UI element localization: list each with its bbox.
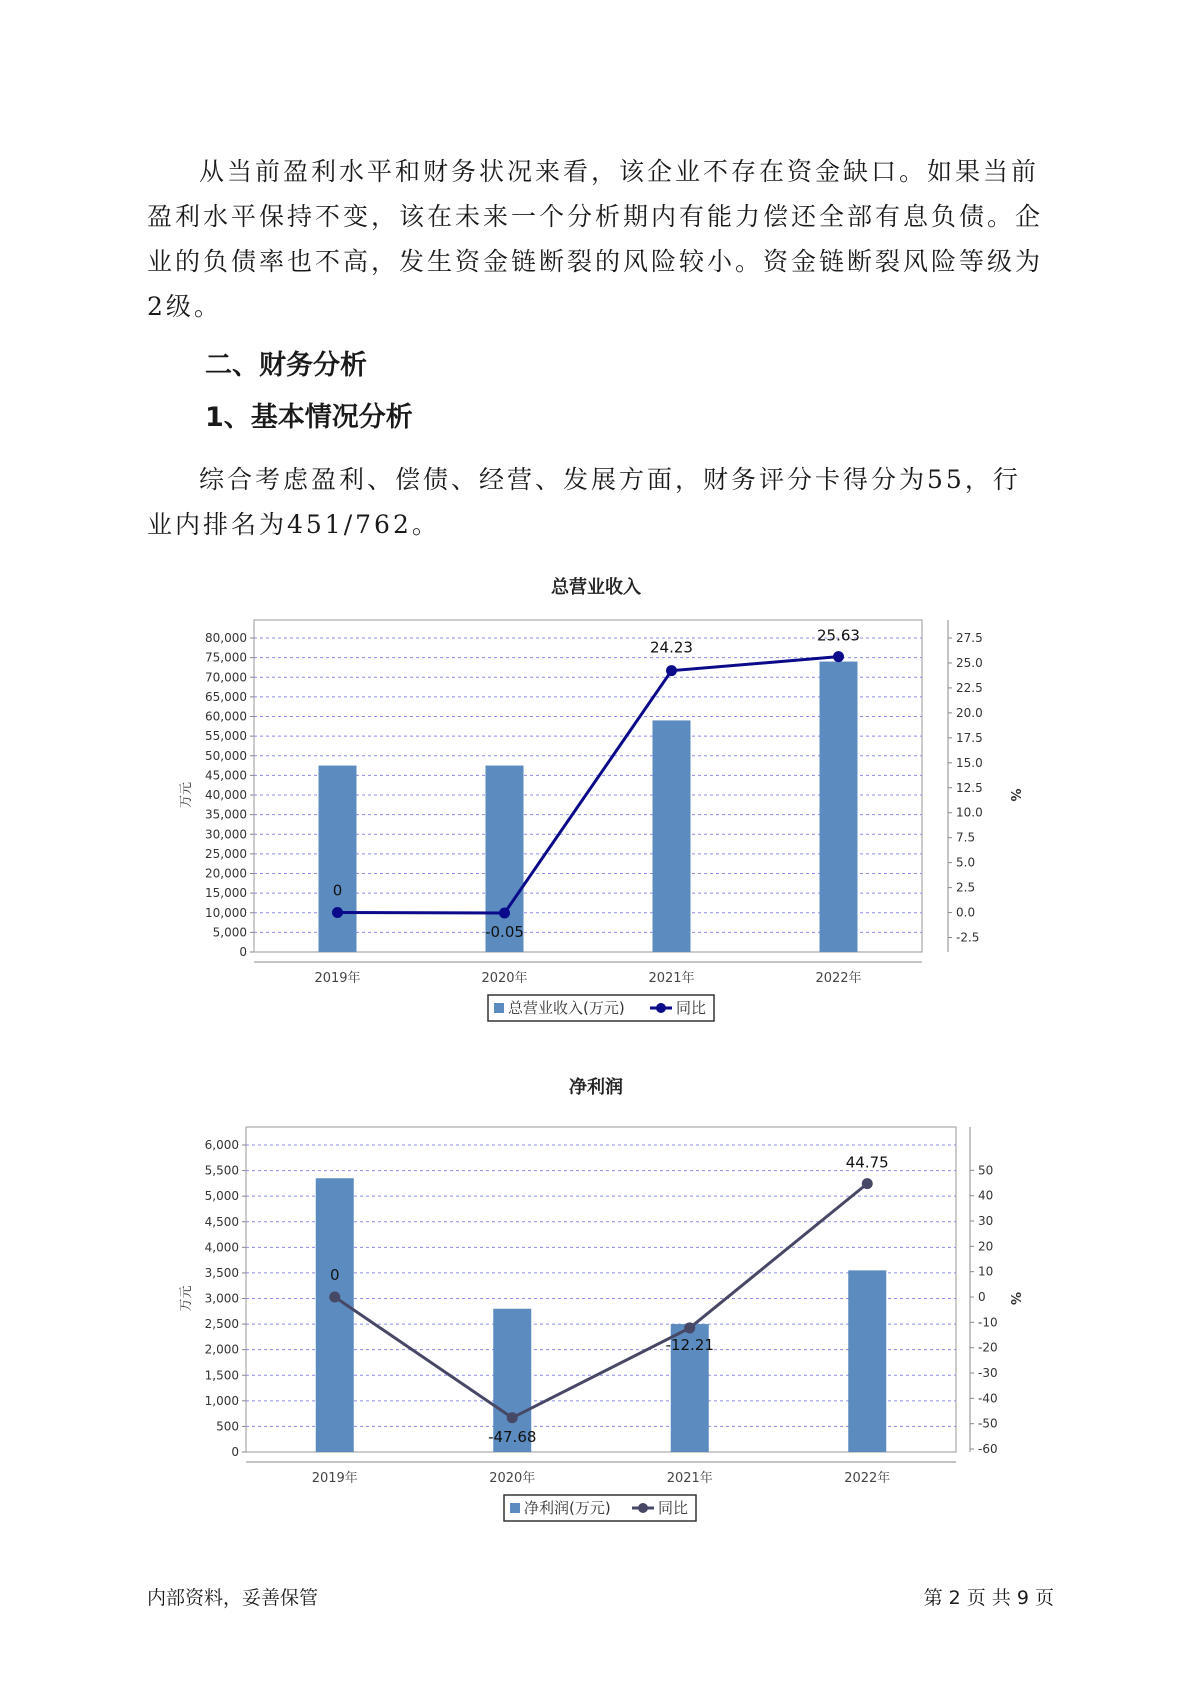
y2-axis-title: % <box>1007 788 1022 802</box>
y2-tick-label: -30 <box>978 1366 998 1380</box>
yoy-point <box>666 665 677 676</box>
bar <box>319 766 357 952</box>
yoy-point <box>329 1292 340 1303</box>
y-tick-label: 40,000 <box>205 788 247 802</box>
y2-tick-label: -40 <box>978 1391 998 1406</box>
bar <box>848 1270 886 1452</box>
subsection-heading: 1、基本情况分析 <box>205 402 413 433</box>
revenue-chart <box>0 570 1191 1030</box>
yoy-point <box>833 651 844 662</box>
y2-tick-label: -60 <box>978 1442 998 1456</box>
intro-text: 从当前盈利水平和财务状况来看，该企业不存在资金缺口。如果当前盈利水平保持不变，该在未来一个分析期内有能力偿还全部有息负债。企业的负债率也不高，发生资金链断裂的风险较小。资金链断裂风险等级为2级。 <box>147 157 1044 321</box>
yoy-data-label: 0 <box>332 881 343 900</box>
legend-line-marker <box>638 1503 648 1513</box>
y-tick-label: 25,000 <box>205 846 247 861</box>
y-tick-label: 4,500 <box>204 1214 239 1229</box>
x-tick-label: 2020年 <box>489 1471 536 1486</box>
bar <box>653 720 691 952</box>
bar <box>316 1178 354 1452</box>
net-profit-chart <box>0 1070 1191 1530</box>
legend-line-label: 同比 <box>658 1499 689 1517</box>
x-tick-label: 2022年 <box>844 1471 891 1486</box>
x-tick-label: 2021年 <box>648 971 695 986</box>
yoy-point <box>332 907 343 918</box>
y-tick-label: 0 <box>239 945 247 959</box>
y2-tick-label: -50 <box>978 1416 998 1431</box>
score-text: 综合考虑盈利、偿债、经营、发展方面，财务评分卡得分为55，行业内排名为451/762。 <box>147 465 1021 539</box>
yoy-data-label: -47.68 <box>488 1427 537 1446</box>
yoy-point <box>499 908 510 919</box>
y2-tick-label: 30 <box>978 1214 994 1228</box>
y-tick-label: 5,500 <box>204 1163 239 1178</box>
y2-tick-label: 2.5 <box>956 880 976 895</box>
legend-line-marker <box>656 1003 666 1013</box>
y2-tick-label: 20 <box>978 1239 994 1254</box>
y-tick-label: 5,000 <box>212 925 247 940</box>
y2-tick-label: 5.0 <box>956 855 976 870</box>
y2-tick-label: -2.5 <box>956 930 980 945</box>
y2-tick-label: 10.0 <box>956 805 983 820</box>
yoy-point <box>507 1412 518 1423</box>
y2-tick-label: 12.5 <box>956 780 983 795</box>
y2-tick-label: 10 <box>978 1264 994 1279</box>
x-tick-label: 2019年 <box>311 1471 358 1486</box>
revenue-chart-plot <box>179 620 1022 1021</box>
y2-axis-title: % <box>1007 1291 1022 1306</box>
y-tick-label: 45,000 <box>205 768 247 783</box>
y2-tick-label: 0 <box>978 1290 986 1304</box>
yoy-point <box>862 1178 873 1189</box>
bar <box>820 662 858 952</box>
x-tick-label: 2022年 <box>815 971 862 986</box>
y-tick-label: 20,000 <box>205 866 247 881</box>
net-profit-chart-title: 净利润 <box>569 1077 623 1098</box>
y-tick-label: 70,000 <box>205 670 247 685</box>
y-tick-label: 65,000 <box>205 689 247 704</box>
y-axis-title: 万元 <box>179 1285 194 1312</box>
section-heading: 二、财务分析 <box>205 350 367 381</box>
y2-tick-label: 40 <box>978 1188 994 1203</box>
yoy-data-label: 0 <box>329 1266 340 1284</box>
legend-bar-swatch <box>494 1003 504 1013</box>
y2-tick-label: -10 <box>978 1315 998 1330</box>
y-axis-title: 万元 <box>179 781 194 809</box>
y2-tick-label: -20 <box>978 1340 998 1355</box>
y-tick-label: 1,500 <box>204 1368 239 1383</box>
legend-line-label: 同比 <box>676 999 707 1017</box>
y-tick-label: 500 <box>216 1419 239 1434</box>
y-tick-label: 35,000 <box>205 807 247 822</box>
yoy-data-label: 44.75 <box>845 1153 889 1172</box>
x-tick-label: 2019年 <box>314 971 361 986</box>
y-tick-label: 10,000 <box>205 905 247 920</box>
x-tick-label: 2020年 <box>481 971 528 986</box>
y2-tick-label: 0.0 <box>956 905 976 920</box>
y-tick-label: 2,000 <box>204 1342 239 1357</box>
y-tick-label: 80,000 <box>205 631 247 645</box>
y2-tick-label: 50 <box>978 1163 994 1178</box>
legend-bar-label: 净利润(万元) <box>524 1499 611 1517</box>
y-tick-label: 5,000 <box>204 1189 239 1204</box>
intro-paragraph <box>147 149 1047 329</box>
yoy-data-label: 24.23 <box>650 638 693 657</box>
y-tick-label: 1,000 <box>204 1393 239 1408</box>
y-tick-label: 3,500 <box>204 1265 239 1280</box>
legend-bar-label: 总营业收入(万元) <box>508 999 625 1017</box>
y2-tick-label: 15.0 <box>956 755 983 770</box>
y-tick-label: 4,000 <box>204 1240 239 1255</box>
y-tick-label: 30,000 <box>205 827 247 842</box>
y-tick-label: 6,000 <box>204 1138 239 1152</box>
y2-tick-label: 25.0 <box>956 655 983 670</box>
x-tick-label: 2021年 <box>666 1471 713 1486</box>
yoy-point <box>684 1322 695 1333</box>
yoy-data-label: 25.63 <box>817 626 860 645</box>
score-paragraph <box>147 457 1047 547</box>
y-tick-label: 75,000 <box>205 650 247 665</box>
y-tick-label: 15,000 <box>205 886 247 901</box>
page-number: 第 2 页 共 9 页 <box>923 1587 1054 1609</box>
y2-tick-label: 7.5 <box>956 830 976 845</box>
revenue-chart-title: 总营业收入 <box>551 577 641 598</box>
y2-tick-label: 27.5 <box>956 631 983 645</box>
y-tick-label: 3,000 <box>204 1291 239 1306</box>
legend-bar-swatch <box>510 1503 520 1513</box>
footer-note: 内部资料，妥善保管 <box>147 1587 319 1609</box>
y-tick-label: 60,000 <box>205 709 247 724</box>
yoy-data-label: -0.05 <box>485 923 524 942</box>
y2-tick-label: 20.0 <box>956 705 983 720</box>
net-profit-chart-plot <box>179 1127 1022 1521</box>
y-tick-label: 0 <box>231 1445 239 1459</box>
y2-tick-label: 17.5 <box>956 730 983 745</box>
y-tick-label: 50,000 <box>205 748 247 763</box>
yoy-data-label: -12.21 <box>665 1335 714 1354</box>
y2-tick-label: 22.5 <box>956 680 983 695</box>
y-tick-label: 2,500 <box>204 1317 239 1332</box>
y-tick-label: 55,000 <box>205 729 247 744</box>
